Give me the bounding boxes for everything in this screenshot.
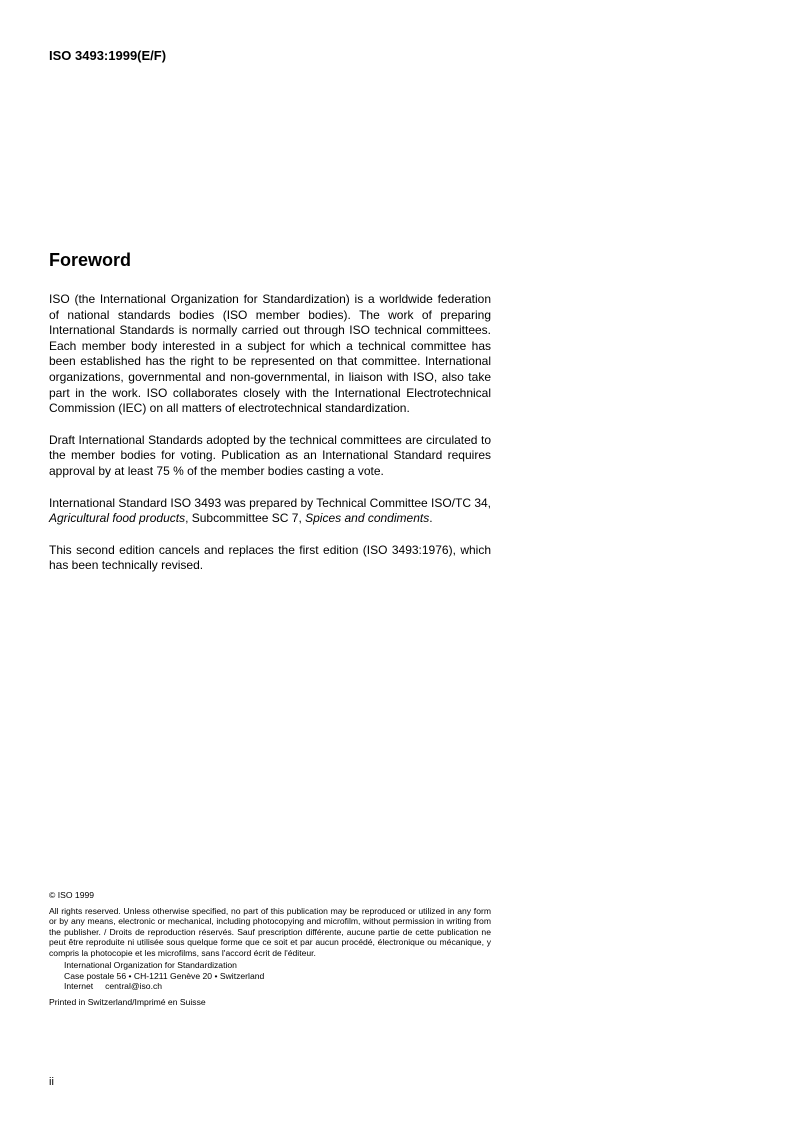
internet-address: Internet central@iso.ch <box>64 981 163 991</box>
paragraph-text: International Standard ISO 3493 was prepared by Technical Committee ISO/TC 34, <box>49 495 492 510</box>
page-number: ii <box>49 1076 54 1088</box>
foreword-paragraph-1: ISO (the International Organization for Standardization) is a worldwide federation of national standards bodies (ISO member bodies). The work of preparing International Standards is normally carried out through ISO technical committees. Each member body interested in a subject for which a technical committee has been established has the right to be represented on that committee. International organizations, governmental and non-governmental, in liaison with ISO, also take part in the work. ISO collaborates closely with the International Electrotechnical Commission (IEC) on all matters of electrotechnical standardization. <box>49 292 491 416</box>
foreword-paragraph-3 <box>49 496 491 527</box>
postal-address: Case postale 56 • CH-1211 Genève 20 • Switzerland <box>64 970 265 981</box>
document-id: ISO 3493:1999(E/F) <box>49 48 167 63</box>
foreword-paragraph-2: Draft International Standards adopted by the technical committees are circulated to the member bodies for voting. Publication as an International Standard requires approval by at least 75 % of the member bodies casting a vote. <box>49 432 491 478</box>
committee-name: Agricultural food products <box>49 511 186 526</box>
copyright-notice: © ISO 1999 <box>49 890 95 900</box>
paragraph-text: . <box>429 511 433 526</box>
publisher-address <box>64 960 491 992</box>
publisher-name: International Organization for Standardization <box>64 960 237 970</box>
subcommittee-name: Spices and condiments <box>305 511 430 526</box>
rights-statement: All rights reserved. Unless otherwise specified, no part of this publication may be reproduced or utilized in any form or by any means, electronic or mechanical, including photocopying and microfilm, without permission in writing from the publisher. / Droits de reproduction réservés. Sauf prescription différente, aucune partie de cette publication ne peut être reproduite ni utilisée sous quelque forme que ce soit et par aucun procédé, électronique ou mécanique, y compris la photocopie et les microfilms, sans l'accord écrit de l'éditeur. <box>49 905 491 958</box>
copyright-block <box>49 890 491 1007</box>
foreword-body <box>49 292 491 590</box>
paragraph-text: , Subcommittee SC 7, <box>185 511 306 526</box>
foreword-title: Foreword <box>49 250 132 270</box>
printed-in: Printed in Switzerland/Imprimé en Suisse <box>49 996 206 1007</box>
foreword-paragraph-4: This second edition cancels and replaces the first edition (ISO 3493:1976), which has been technically revised. <box>49 542 491 573</box>
